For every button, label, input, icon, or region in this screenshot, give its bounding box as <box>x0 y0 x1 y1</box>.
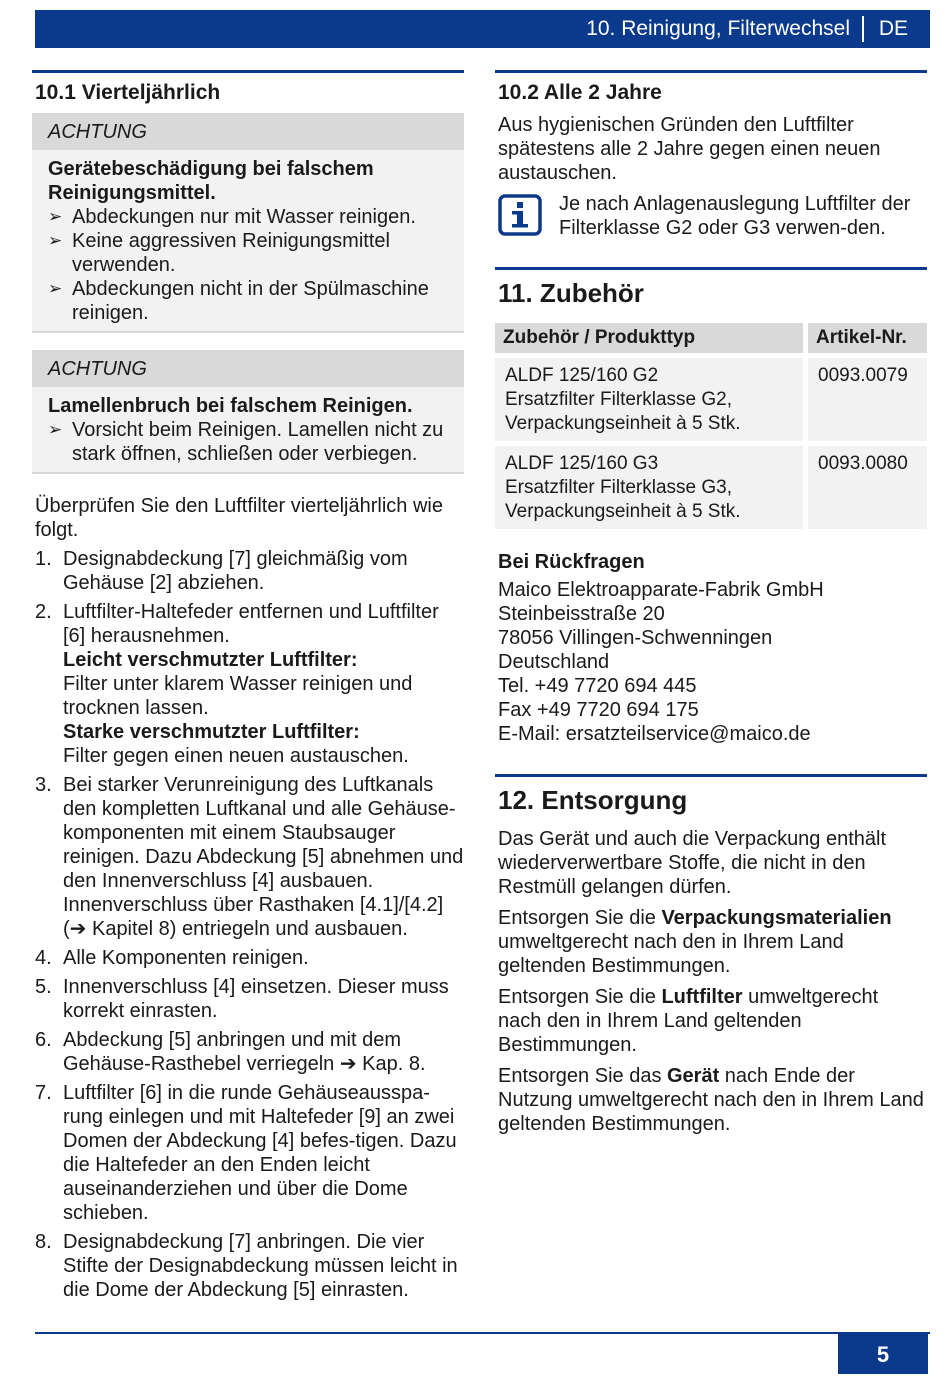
section-heading-11: 11. Zubehör <box>498 278 644 308</box>
warning-bullet: ➢ Keine aggressiven Reinigungsmittel verwenden. <box>48 230 390 276</box>
column-header-article: Artikel-Nr. <box>803 323 927 353</box>
warning-bullet: ➢ Vorsicht beim Reinigen. Lamellen nicht zu stark öffnen, schließen oder verbiegen. <box>48 419 444 465</box>
info-note <box>495 192 927 240</box>
arrow-bullet-icon: ➢ <box>48 207 63 226</box>
section-heading-12: 12. Entsorgung <box>498 785 688 815</box>
section-heading-10-1: 10.1 Vierteljährlich <box>35 81 221 104</box>
step-item: 4. Alle Komponenten reinigen. <box>35 947 309 969</box>
disposal-text: Entsorgen Sie die Luftfilter umweltgerecht nach den in Ihrem Land geltenden Bestimmungen. <box>498 986 879 1056</box>
disposal-text: Entsorgen Sie die Verpackungsmaterialien umweltgerecht nach den in Ihrem Land geltenden Bestimmungen. <box>498 907 892 977</box>
warning-body <box>32 150 464 333</box>
header-separator <box>862 16 864 42</box>
table-row <box>495 358 927 441</box>
step-item: 5. Innenverschluss [4] einsetzen. Dieser muss korrekt einrasten. <box>35 976 449 1022</box>
section-text: Aus hygienischen Gründen den Luftfilter spätestens alle 2 Jahre gegen einen neuen austauschen. <box>498 114 881 184</box>
arrow-bullet-icon: ➢ <box>48 231 63 250</box>
footer-rule <box>35 1332 930 1334</box>
arrow-bullet-icon: ➢ <box>48 279 63 298</box>
step-item: 1. Designabdeckung [7] gleichmäßig vom Gehäuse [2] abziehen. <box>35 548 408 594</box>
section-heading-10-2: 10.2 Alle 2 Jahre <box>498 81 662 104</box>
steps-list <box>32 547 464 1302</box>
warning-box-2 <box>32 350 464 474</box>
warning-box-1 <box>32 113 464 333</box>
contact-title: Bei Rückfragen <box>498 551 645 573</box>
disposal-text: Das Gerät und auch die Verpackung enthält wiederverwertbare Stoffe, die nicht in den Restmüll gelangen dürfen. <box>498 828 887 898</box>
arrow-bullet-icon: ➢ <box>48 420 63 439</box>
left-column <box>32 70 464 1302</box>
warning-title: ACHTUNG <box>32 113 464 150</box>
product-cell: ALDF 125/160 G3 Ersatzfilter Filterklasse G3, Verpackungseinheit à 5 Stk. <box>495 446 803 529</box>
step-item: 6. Abdeckung [5] anbringen und mit dem Gehäuse-Rasthebel verriegeln ➔ Kap. 8. <box>35 1029 426 1075</box>
info-text: Je nach Anlagenauslegung Luftfilter der Filterklasse G2 oder G3 verwen-den. <box>559 193 911 239</box>
intro-text: Überprüfen Sie den Luftfilter vierteljährlich wie folgt. <box>35 495 443 541</box>
step-item: 8. Designabdeckung [7] anbringen. Die vier Stifte der Designabdeckung müssen leicht in die Dome der Abdeckung [5] einrasten. <box>35 1231 458 1301</box>
column-header-product: Zubehör / Produkttyp <box>495 323 803 353</box>
chapter-title: 10. Reinigung, Filterwechsel <box>586 17 850 40</box>
article-number: 0093.0079 <box>803 358 927 441</box>
warning-body <box>32 387 464 474</box>
step-sub-heading: Starke verschmutzter Luftfilter: <box>63 721 360 743</box>
contact-lines: Maico Elektroapparate-Fabrik GmbH Steinbeisstraße 20 78056 Villingen-Schwenningen Deutschland Tel. +49 7720 694 445 Fax +49 7720 694 175 E-Mail: ersatzteilservice@maico.de <box>498 578 924 746</box>
table-header-row <box>495 323 927 353</box>
right-column <box>495 70 927 1136</box>
info-icon <box>498 194 542 236</box>
warning-bullet: ➢ Abdeckungen nicht in der Spülmaschine reinigen. <box>48 278 429 324</box>
article-number: 0093.0080 <box>803 446 927 529</box>
contact-block <box>495 550 927 746</box>
step-item: 7. Luftfilter [6] in die runde Gehäuseausspa-rung einlegen und mit Haltefeder [9] an zwei Domen der Abdeckung [4] befes-tigen. Dazu die Haltefeder an den Enden leicht auseinanderziehen und über die Dome schieben. <box>35 1082 457 1224</box>
step-item: 3. Bei starker Verunreinigung des Luftkanals den kompletten Luftkanal und alle Gehäuse-komponenten mit einem Staubsauger reinigen. Dazu Abdeckung [5] abnehmen und den Innenverschluss [4] ausbauen. Innenverschluss über Rasthaken [4.1]/[4.2] (➔ Kapitel 8) entriegeln und ausbauen. <box>35 774 464 940</box>
contact-email: E-Mail: ersatzteilservice@maico.de <box>498 723 811 745</box>
step-item: 2. Luftfilter-Haltefeder entfernen und Luftfilter [6] herausnehmen. Leicht verschmutzter Luftfilter: Filter unter klarem Wasser reinigen und trocknen lassen. Starke verschmutzter Luftfilter: Filter gegen einen neuen austauschen. <box>32 600 464 768</box>
warning-bold-text: Gerätebeschädigung bei falschem Reinigungsmittel. <box>48 158 374 204</box>
table-row <box>495 446 927 529</box>
page-number: 5 <box>838 1334 928 1374</box>
accessory-table <box>495 318 927 534</box>
step-sub-heading: Leicht verschmutzter Luftfilter: <box>63 649 358 671</box>
disposal-text: Entsorgen Sie das Gerät nach Ende der Nutzung umweltgerecht nach den in Ihrem Land geltenden Bestimmungen. <box>498 1065 924 1135</box>
language-label: DE <box>878 17 908 40</box>
warning-bullet: ➢ Abdeckungen nur mit Wasser reinigen. <box>48 206 416 228</box>
page-header <box>35 10 930 48</box>
warning-title: ACHTUNG <box>32 350 464 387</box>
warning-bold-text: Lamellenbruch bei falschem Reinigen. <box>48 395 413 417</box>
product-cell: ALDF 125/160 G2 Ersatzfilter Filterklasse G2, Verpackungseinheit à 5 Stk. <box>495 358 803 441</box>
